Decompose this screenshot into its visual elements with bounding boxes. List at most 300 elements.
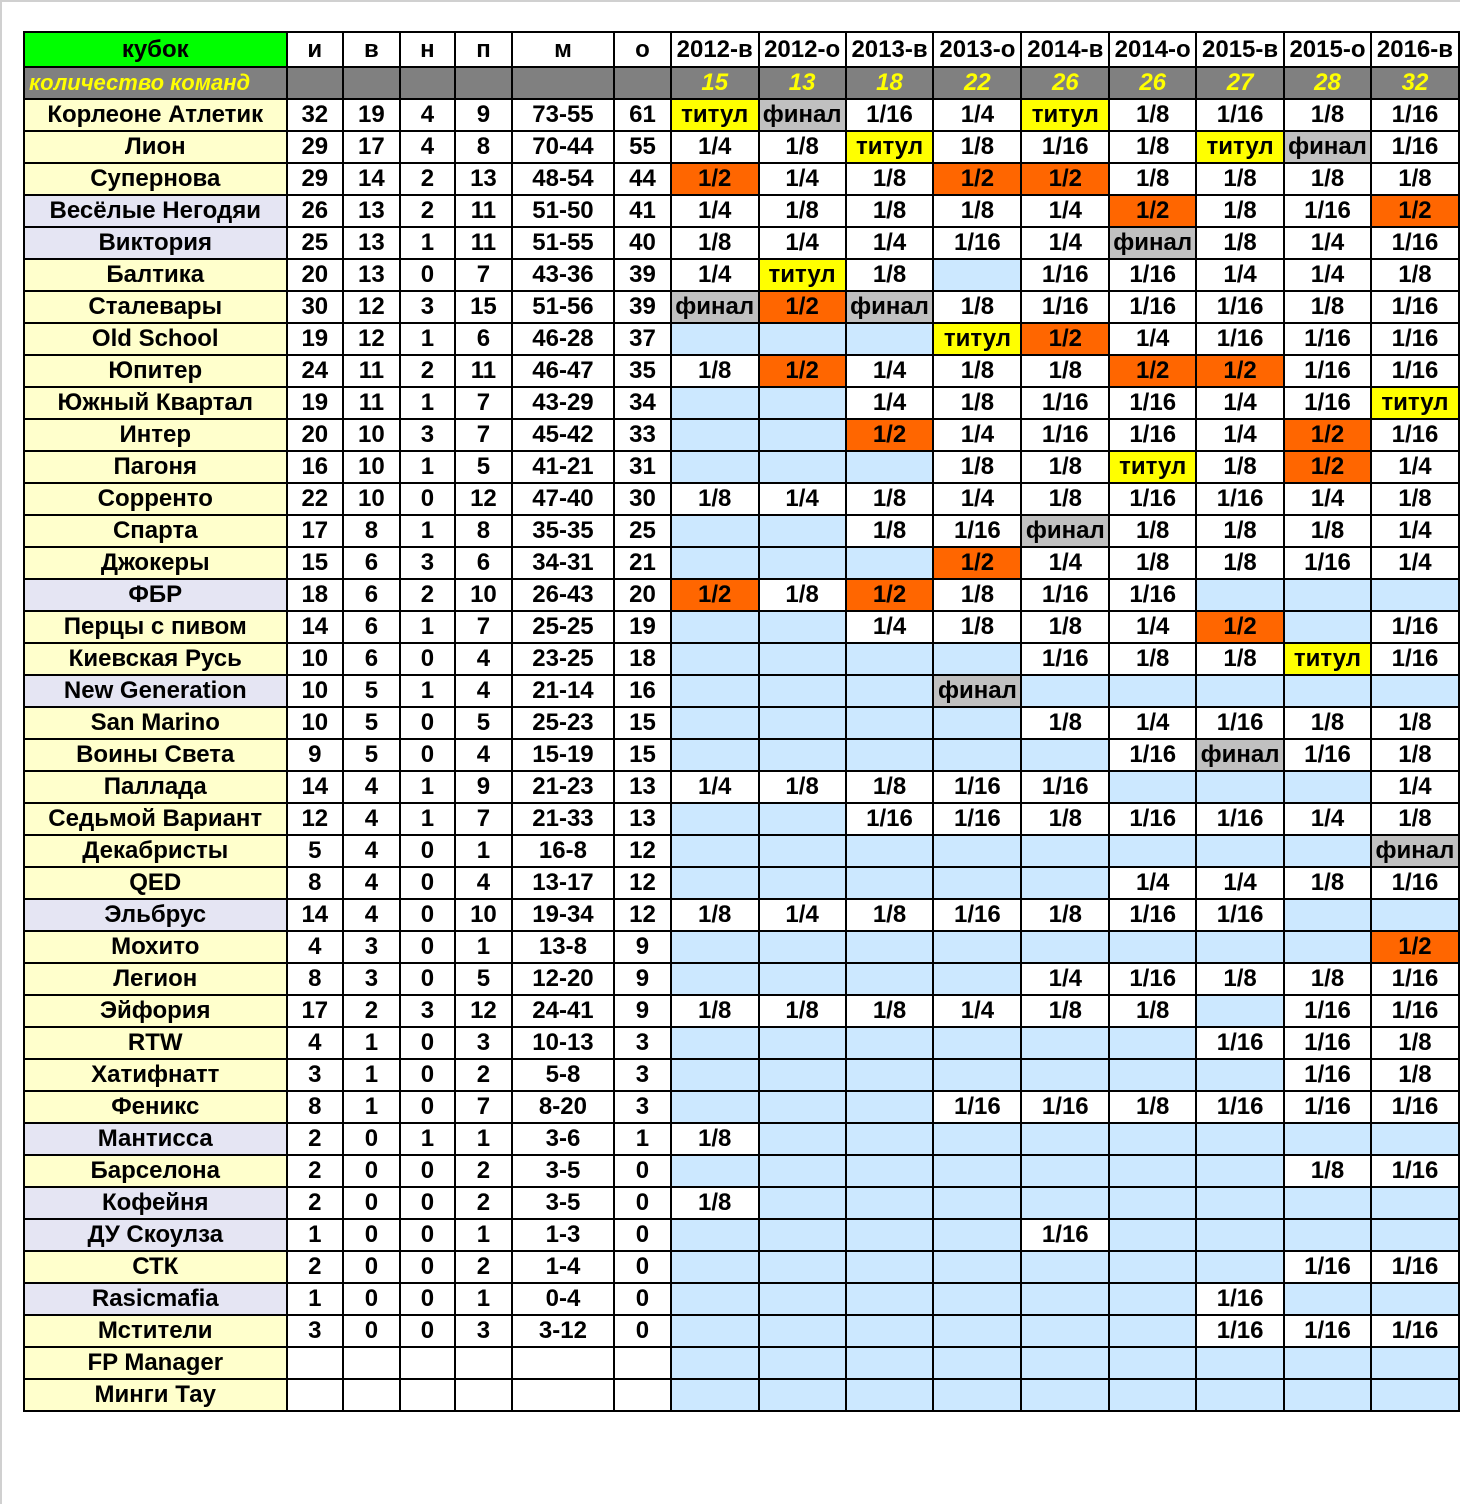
stat-draws: 1 [400, 771, 455, 803]
team-name: Сталевары [24, 291, 287, 323]
season-result: 1/4 [1371, 515, 1459, 547]
season-result: 1/8 [1021, 611, 1109, 643]
season-result: титул [671, 99, 759, 131]
table-row [24, 515, 1459, 547]
stat-games: 10 [287, 643, 344, 675]
season-result: 1/16 [1284, 739, 1371, 771]
season-result: 1/16 [1371, 867, 1459, 899]
season-result [1021, 1347, 1109, 1379]
season-result: 1/2 [671, 163, 759, 195]
season-result [1196, 1187, 1284, 1219]
season-result [1021, 739, 1109, 771]
stat-wins: 5 [343, 707, 400, 739]
season-result: 1/8 [1371, 259, 1459, 291]
season-result: 1/8 [933, 611, 1021, 643]
col-header-season: 2013-о [933, 32, 1021, 67]
stat-wins: 13 [343, 259, 400, 291]
season-result [671, 1155, 759, 1187]
season-result: 1/8 [1109, 995, 1196, 1027]
stat-wins: 1 [343, 1059, 400, 1091]
team-count-value: 27 [1196, 67, 1284, 99]
season-result: 1/16 [1284, 1251, 1371, 1283]
season-result [1196, 771, 1284, 803]
stat-points: 3 [614, 1091, 671, 1123]
season-result [759, 547, 846, 579]
team-name: RTW [24, 1027, 287, 1059]
stat-goals: 3-6 [512, 1123, 614, 1155]
season-result [671, 515, 759, 547]
stat-wins: 4 [343, 835, 400, 867]
stat-wins: 14 [343, 163, 400, 195]
season-result [933, 931, 1021, 963]
stat-goals: 21-23 [512, 771, 614, 803]
stat-losses: 11 [455, 227, 512, 259]
col-header-season: 2015-о [1284, 32, 1371, 67]
season-result: 1/4 [1284, 483, 1371, 515]
season-result: 1/8 [846, 483, 934, 515]
season-result [671, 419, 759, 451]
team-name: Хатифнатт [24, 1059, 287, 1091]
stat-draws: 2 [400, 163, 455, 195]
season-result: финал [1371, 835, 1459, 867]
team-name: Корлеоне Атлетик [24, 99, 287, 131]
stat-points: 13 [614, 771, 671, 803]
stat-losses: 8 [455, 515, 512, 547]
season-result: 1/16 [1371, 611, 1459, 643]
col-header-season: 2012-о [759, 32, 846, 67]
season-result: 1/2 [759, 291, 846, 323]
stat-games: 12 [287, 803, 344, 835]
season-result: 1/16 [1196, 707, 1284, 739]
season-result [671, 1315, 759, 1347]
season-result [1109, 1379, 1196, 1411]
stat-draws: 0 [400, 1283, 455, 1315]
team-name: QED [24, 867, 287, 899]
season-result: 1/8 [846, 515, 934, 547]
season-result: 1/4 [1109, 707, 1196, 739]
season-result: 1/4 [1109, 867, 1196, 899]
stat-wins: 0 [343, 1219, 400, 1251]
season-result: 1/16 [1284, 1091, 1371, 1123]
season-result [1109, 1219, 1196, 1251]
stat-losses: 3 [455, 1315, 512, 1347]
season-result: 1/2 [933, 163, 1021, 195]
team-name: Феникс [24, 1091, 287, 1123]
team-count-blank [343, 67, 400, 99]
season-result [846, 1283, 934, 1315]
season-result: 1/16 [1196, 291, 1284, 323]
season-result: 1/16 [1196, 323, 1284, 355]
season-result: 1/8 [933, 195, 1021, 227]
season-result [1109, 1315, 1196, 1347]
stat-losses: 7 [455, 259, 512, 291]
stat-goals: 70-44 [512, 131, 614, 163]
season-result [1109, 835, 1196, 867]
season-result [671, 803, 759, 835]
team-name: Балтика [24, 259, 287, 291]
season-result: 1/4 [1284, 803, 1371, 835]
season-result: 1/16 [1371, 1091, 1459, 1123]
stat-draws: 0 [400, 1155, 455, 1187]
stat-points: 9 [614, 931, 671, 963]
stat-goals: 24-41 [512, 995, 614, 1027]
stat-points: 33 [614, 419, 671, 451]
season-result: 1/8 [1196, 643, 1284, 675]
season-result [933, 259, 1021, 291]
season-result: 1/4 [1196, 867, 1284, 899]
season-result [1109, 1251, 1196, 1283]
season-result: 1/2 [1284, 419, 1371, 451]
season-result: 1/4 [1371, 451, 1459, 483]
team-name: Кофейня [24, 1187, 287, 1219]
season-result: 1/8 [846, 195, 934, 227]
stat-draws: 0 [400, 1187, 455, 1219]
table-row [24, 931, 1459, 963]
season-result: 1/4 [1021, 963, 1109, 995]
table-row [24, 803, 1459, 835]
team-name: Киевская Русь [24, 643, 287, 675]
season-result: титул [1371, 387, 1459, 419]
season-result: 1/4 [759, 483, 846, 515]
stat-draws: 0 [400, 739, 455, 771]
team-name: New Generation [24, 675, 287, 707]
stat-games: 4 [287, 931, 344, 963]
stat-losses: 2 [455, 1059, 512, 1091]
season-result [1284, 771, 1371, 803]
season-result: 1/4 [933, 483, 1021, 515]
season-result [759, 707, 846, 739]
season-result [671, 1059, 759, 1091]
stat-draws: 1 [400, 675, 455, 707]
table-row [24, 1379, 1459, 1411]
col-header-points: о [614, 32, 671, 67]
season-result: 1/2 [759, 355, 846, 387]
season-result [846, 1379, 934, 1411]
stat-goals: 34-31 [512, 547, 614, 579]
team-count-value: 32 [1371, 67, 1459, 99]
season-result: 1/8 [671, 483, 759, 515]
stat-goals: 16-8 [512, 835, 614, 867]
season-result: 1/8 [1109, 163, 1196, 195]
team-name: Легион [24, 963, 287, 995]
season-result [759, 1155, 846, 1187]
table-row [24, 771, 1459, 803]
season-result [759, 387, 846, 419]
stat-wins [343, 1379, 400, 1411]
stat-games: 1 [287, 1283, 344, 1315]
stat-draws: 4 [400, 99, 455, 131]
season-result [671, 643, 759, 675]
season-result: 1/4 [1196, 259, 1284, 291]
season-result [1371, 1123, 1459, 1155]
table-row [24, 163, 1459, 195]
season-result [759, 451, 846, 483]
season-result [759, 1059, 846, 1091]
stat-points: 13 [614, 803, 671, 835]
season-result: 1/4 [1109, 323, 1196, 355]
table-row [24, 259, 1459, 291]
season-result [1021, 1059, 1109, 1091]
season-result: 1/16 [1196, 803, 1284, 835]
table-row [24, 1251, 1459, 1283]
stat-draws: 4 [400, 131, 455, 163]
season-result [933, 1123, 1021, 1155]
stat-points: 35 [614, 355, 671, 387]
col-header-draws: н [400, 32, 455, 67]
stat-games: 2 [287, 1123, 344, 1155]
stat-games: 8 [287, 1091, 344, 1123]
season-result: титул [1021, 99, 1109, 131]
stat-games: 8 [287, 963, 344, 995]
season-result: 1/8 [759, 579, 846, 611]
stat-wins: 2 [343, 995, 400, 1027]
season-result: 1/16 [1021, 291, 1109, 323]
season-result [846, 1251, 934, 1283]
table-row [24, 867, 1459, 899]
season-result: 1/8 [1371, 1027, 1459, 1059]
season-result [671, 963, 759, 995]
season-result [759, 1091, 846, 1123]
season-result: 1/4 [671, 195, 759, 227]
season-result: 1/4 [1021, 227, 1109, 259]
stat-goals: 10-13 [512, 1027, 614, 1059]
season-result: 1/8 [1196, 227, 1284, 259]
team-name: Мантисса [24, 1123, 287, 1155]
season-result [846, 1155, 934, 1187]
stat-points: 31 [614, 451, 671, 483]
season-result: 1/4 [1021, 195, 1109, 227]
season-result: 1/16 [1109, 899, 1196, 931]
team-name: Седьмой Вариант [24, 803, 287, 835]
season-result [671, 1027, 759, 1059]
season-result: 1/8 [1021, 803, 1109, 835]
stat-losses: 7 [455, 387, 512, 419]
season-result [846, 707, 934, 739]
stat-wins: 10 [343, 419, 400, 451]
stat-losses: 7 [455, 611, 512, 643]
team-name: ДУ Скоулза [24, 1219, 287, 1251]
table-row [24, 195, 1459, 227]
stat-wins: 0 [343, 1251, 400, 1283]
stat-goals: 45-42 [512, 419, 614, 451]
season-result: 1/8 [846, 259, 934, 291]
season-result [671, 707, 759, 739]
season-result: 1/4 [1196, 387, 1284, 419]
season-result [759, 739, 846, 771]
col-header-season: 2012-в [671, 32, 759, 67]
stat-losses: 1 [455, 835, 512, 867]
season-result: 1/2 [1021, 323, 1109, 355]
season-result: титул [1196, 131, 1284, 163]
stat-games: 15 [287, 547, 344, 579]
season-result: 1/16 [933, 227, 1021, 259]
season-result: 1/2 [933, 547, 1021, 579]
stat-points: 34 [614, 387, 671, 419]
stat-games: 2 [287, 1251, 344, 1283]
team-name: Юпитер [24, 355, 287, 387]
season-result: 1/4 [933, 419, 1021, 451]
stat-games: 30 [287, 291, 344, 323]
stat-losses: 12 [455, 483, 512, 515]
season-result: 1/16 [1109, 483, 1196, 515]
stat-goals: 23-25 [512, 643, 614, 675]
table-row [24, 1283, 1459, 1315]
stat-losses: 3 [455, 1027, 512, 1059]
stat-losses: 15 [455, 291, 512, 323]
stat-goals: 1-3 [512, 1219, 614, 1251]
stat-goals: 41-21 [512, 451, 614, 483]
team-count-row [24, 67, 1459, 99]
season-result: 1/8 [933, 355, 1021, 387]
season-result: 1/16 [1284, 547, 1371, 579]
season-result: 1/16 [1021, 259, 1109, 291]
stat-goals: 46-47 [512, 355, 614, 387]
stat-games: 10 [287, 707, 344, 739]
stat-draws: 1 [400, 803, 455, 835]
stat-losses: 7 [455, 419, 512, 451]
season-result: 1/8 [1021, 483, 1109, 515]
stat-draws: 1 [400, 451, 455, 483]
season-result [933, 707, 1021, 739]
season-result: 1/8 [759, 195, 846, 227]
stat-draws: 1 [400, 611, 455, 643]
season-result: 1/16 [1109, 739, 1196, 771]
season-result: 1/2 [846, 419, 934, 451]
stat-losses: 8 [455, 131, 512, 163]
season-result [1109, 675, 1196, 707]
season-result [671, 675, 759, 707]
team-name: Лион [24, 131, 287, 163]
season-result [1196, 1123, 1284, 1155]
season-result: 1/16 [1371, 419, 1459, 451]
stat-games: 3 [287, 1315, 344, 1347]
stat-draws: 1 [400, 1123, 455, 1155]
season-result: 1/16 [1196, 99, 1284, 131]
stat-goals: 5-8 [512, 1059, 614, 1091]
season-result [846, 547, 934, 579]
season-result: 1/16 [1371, 1155, 1459, 1187]
stat-points: 55 [614, 131, 671, 163]
stat-draws: 0 [400, 707, 455, 739]
stat-wins: 12 [343, 323, 400, 355]
team-name: Барселона [24, 1155, 287, 1187]
season-result [933, 1027, 1021, 1059]
season-result: титул [1109, 451, 1196, 483]
season-result [846, 835, 934, 867]
stat-points: 19 [614, 611, 671, 643]
stat-draws: 0 [400, 1251, 455, 1283]
season-result: 1/8 [1284, 963, 1371, 995]
team-name: Джокеры [24, 547, 287, 579]
season-result [1284, 1379, 1371, 1411]
season-result: 1/16 [1109, 387, 1196, 419]
season-result [846, 1091, 934, 1123]
season-result: 1/2 [1196, 611, 1284, 643]
season-result [846, 1027, 934, 1059]
col-header-games: и [287, 32, 344, 67]
team-name: San Marino [24, 707, 287, 739]
stat-draws: 0 [400, 963, 455, 995]
season-result: 1/8 [1284, 707, 1371, 739]
col-header-season: 2013-в [846, 32, 934, 67]
stat-draws: 3 [400, 419, 455, 451]
season-result: 1/8 [1109, 643, 1196, 675]
stat-goals: 3-12 [512, 1315, 614, 1347]
table-row [24, 579, 1459, 611]
season-result: 1/8 [1371, 707, 1459, 739]
season-result: 1/16 [1021, 131, 1109, 163]
season-result [1021, 931, 1109, 963]
season-result [759, 643, 846, 675]
stat-goals: 13-17 [512, 867, 614, 899]
season-result [846, 643, 934, 675]
season-result: 1/4 [671, 259, 759, 291]
season-result [759, 1283, 846, 1315]
stat-wins: 6 [343, 643, 400, 675]
stat-goals: 73-55 [512, 99, 614, 131]
season-result: 1/16 [1196, 899, 1284, 931]
stat-draws: 0 [400, 899, 455, 931]
team-name: Эльбрус [24, 899, 287, 931]
stat-goals: 25-23 [512, 707, 614, 739]
season-result [933, 1251, 1021, 1283]
team-name: Супернова [24, 163, 287, 195]
season-result: 1/16 [1371, 355, 1459, 387]
stat-draws: 0 [400, 1091, 455, 1123]
season-result: 1/16 [933, 803, 1021, 835]
season-result: 1/4 [1284, 259, 1371, 291]
season-result: 1/8 [1021, 899, 1109, 931]
season-result [1196, 1379, 1284, 1411]
season-result: 1/8 [1021, 355, 1109, 387]
season-result: 1/16 [933, 1091, 1021, 1123]
season-result [759, 1219, 846, 1251]
season-result [846, 1315, 934, 1347]
season-result: 1/16 [1284, 387, 1371, 419]
season-result: 1/8 [759, 771, 846, 803]
stat-losses: 5 [455, 707, 512, 739]
stat-games: 19 [287, 323, 344, 355]
team-count-blank [400, 67, 455, 99]
season-result [933, 1347, 1021, 1379]
team-name: FP Manager [24, 1347, 287, 1379]
season-result: 1/16 [1371, 643, 1459, 675]
stat-games: 4 [287, 1027, 344, 1059]
season-result [846, 963, 934, 995]
col-header-season: 2016-в [1371, 32, 1459, 67]
stat-games: 29 [287, 131, 344, 163]
stat-goals: 1-4 [512, 1251, 614, 1283]
table-row [24, 1123, 1459, 1155]
season-result [933, 643, 1021, 675]
stat-goals: 35-35 [512, 515, 614, 547]
team-name: Перцы с пивом [24, 611, 287, 643]
stat-points: 0 [614, 1219, 671, 1251]
season-result: 1/16 [1109, 291, 1196, 323]
season-result [671, 1251, 759, 1283]
stat-wins: 6 [343, 611, 400, 643]
stat-wins: 11 [343, 355, 400, 387]
season-result [846, 675, 934, 707]
season-result [671, 1219, 759, 1251]
stat-points: 12 [614, 867, 671, 899]
season-result: финал [933, 675, 1021, 707]
season-result: 1/16 [1371, 227, 1459, 259]
season-result: титул [1284, 643, 1371, 675]
stat-goals: 8-20 [512, 1091, 614, 1123]
stat-games: 9 [287, 739, 344, 771]
table-row [24, 1219, 1459, 1251]
